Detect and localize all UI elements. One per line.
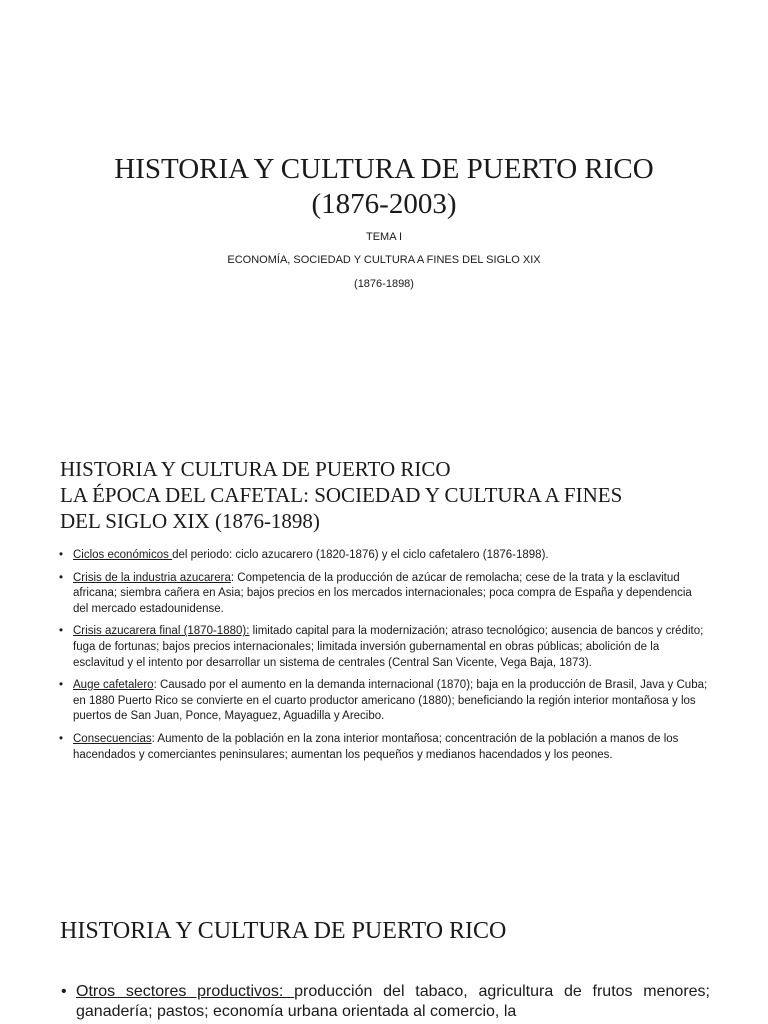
item-text: limitado capital para la modernización; atraso tecnológico; ausencia de bancos y crédito; fuga de fortunas; bajos precios internacionales; limitada inversión gubernamental en obras públicas; abolición de la esclavitud y el intento por desarrollar un sistema de centrales (Central San Vicente, Vega Baja, 1873). [73,625,704,669]
item-label: Crisis azucarera final (1870-1880): [73,625,250,638]
bullet-icon: • [59,732,64,745]
bullet-icon: • [59,625,64,638]
subtitle: ECONOMÍA, SOCIEDAD Y CULTURA A FINES DEL SIGLO XIX [227,254,541,266]
content-slide-cafetal [0,430,768,900]
list-item [58,548,708,564]
item-label: Consecuencias [73,732,152,745]
period-label: (1876-1898) [354,278,414,290]
tema-label: TEMA I [365,231,403,243]
main-title [0,152,768,222]
bullet-icon: • [59,679,64,692]
item-text: : Aumento de la población en la zona interior montañosa; concentración de la población a manos de los hacendados y comerciantes peninsulares; aumentan los pequeños y medianos hacendados y los peones. [73,732,679,761]
main-title-line2: (1876-2003) [311,188,457,220]
bullet-icon: • [59,549,64,561]
slide-heading-line3: DEL SIGLO XIX (1876-1898) [60,509,320,533]
list-item [58,678,708,725]
bullet-list [60,982,710,1022]
list-item [58,624,708,671]
item-text: : Competencia de la producción de azúcar de remolacha; cese de la trata y la esclavitud africana; siembra cañera en Asia; bajos precios en los mercados internacionales; poca compra de España y dependencia del mercado estadounidense. [73,571,692,615]
item-text: producción del tabaco, agricultura de frutos menores; ganadería; pastos; economía urbana orientada al comercio, la [76,983,710,1020]
item-label: Crisis de la industria azucarera [73,571,231,584]
slide-heading: HISTORIA Y CULTURA DE PUERTO RICO [60,918,507,944]
list-item [58,732,708,763]
bullet-icon: • [59,571,64,584]
title-slide [0,0,768,430]
bullet-icon: • [61,983,67,1000]
content-slide-otros-sectores [0,900,768,1024]
slide-heading-line1: HISTORIA Y CULTURA DE PUERTO RICO [60,457,451,481]
slide-heading [60,456,720,534]
item-label: Auge cafetalero [73,679,154,692]
bullet-list [58,548,708,770]
item-label: Ciclos económicos [73,549,173,561]
item-text: del periodo: ciclo azucarero (1820-1876) y el ciclo cafetalero (1876-1898). [172,549,549,561]
item-label: Otros sectores productivos: [76,983,295,1000]
slide-heading-line2: LA ÉPOCA DEL CAFETAL: SOCIEDAD Y CULTURA A FINES [60,483,623,507]
main-title-line1: HISTORIA Y CULTURA DE PUERTO RICO [114,153,654,185]
item-text: : Causado por el aumento en la demanda internacional (1870); baja en la producción de Brasil, Java y Cuba; en 1880 Puerto Rico se convierte en el cuarto productor americano (1880); beneficiando la región interior montañosa y los puertos de San Juan, Ponce, Mayaguez, Aguadilla y Arecibo. [73,679,708,723]
list-item [60,982,710,1022]
list-item [58,571,708,618]
